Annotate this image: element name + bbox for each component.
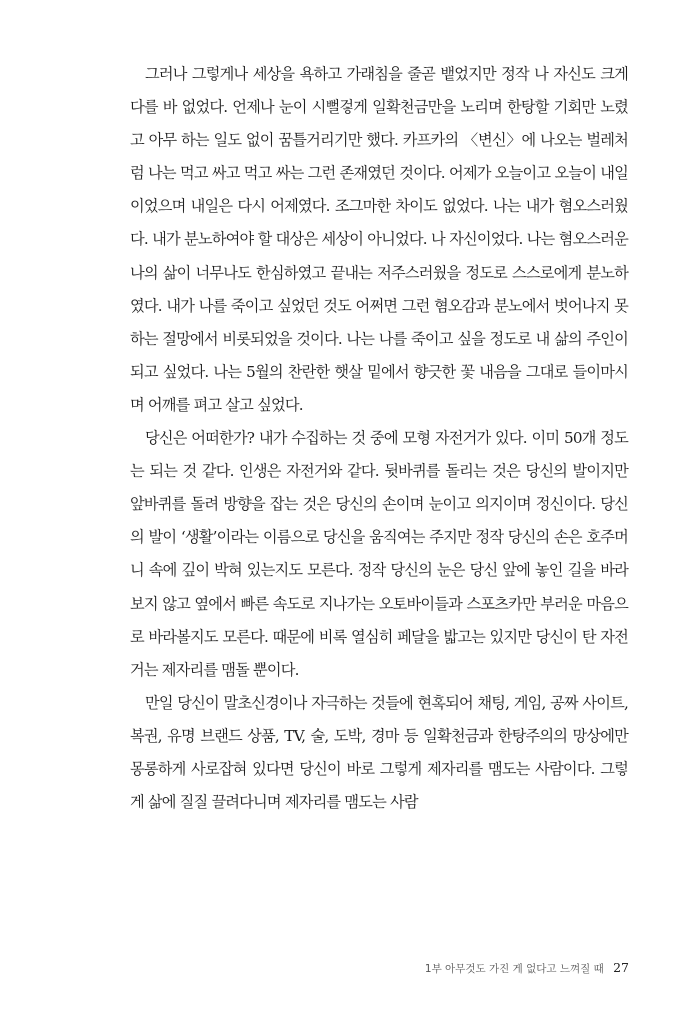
paragraph: 만일 당신이 말초신경이나 자극하는 것들에 현혹되어 채팅, 게임, 공짜 사이트, 복권, 유명 브랜드 상품, TV, 술, 도박, 경마 등 일확천금과 한탕주의의 망상에만 몽롱하게 사로잡혀 있다면 당신이 바로 그렇게 제자리를 맴도는 사람이다. 그렇게 삶에 질질 끌려다니며 제자리를 맴도는 사람 <box>130 693 628 812</box>
paragraph: 당신은 어떠한가? 내가 수집하는 것 중에 모형 자전거가 있다. 이미 50개 정도는 되는 것 같다. 인생은 자전거와 같다. 뒷바퀴를 돌리는 것은 당신의 발이지만 앞바퀴를 돌려 방향을 잡는 것은 당신의 손이며 눈이고 의지이며 정신이다. 당신의 발이 ‘생활’이라는 이름으로 당신을 움직여는 주지만 정작 당신의 손은 호주머니 속에 깊이 박혀 있는지도 모른다. 정작 당신의 눈은 당신 앞에 놓인 길을 바라보지 않고 옆에서 빠른 속도로 지나가는 오토바이들과 스포츠카만 부러운 마음으로 바라볼지도 모른다. 때문에 비록 열심히 페달을 밟고는 있지만 당신이 탄 자전거는 제자리를 맴돌 뿐이다. <box>130 429 628 679</box>
paragraph: 그러나 그렇게나 세상을 욕하고 가래침을 줄곧 뱉었지만 정작 나 자신도 크게 다를 바 없었다. 언제나 눈이 시뻘겋게 일확천금만을 노리며 한탕할 기회만 노렸고 아무 하는 일도 없이 꿈틀거리기만 했다. 카프카의 〈변신〉에 나오는 벌레처럼 나는 먹고 싸고 먹고 싸는 그런 존재였던 것이다. 어제가 오늘이고 오늘이 내일이었으며 내일은 다시 어제였다. 조그마한 차이도 없었다. 나는 내가 혐오스러웠다. 내가 분노하여야 할 대상은 세상이 아니었다. 나 자신이었다. 나는 혐오스러운 나의 삶이 너무나도 한심하였고 끝내는 저주스러웠을 정도로 스스로에게 분노하였다. 내가 나를 죽이고 싶었던 것도 어쩌면 그런 혐오감과 분노에서 벗어나지 못하는 절망에서 비롯되었을 것이다. 나는 나를 죽이고 싶을 정도로 내 삶의 주인이 되고 싶었다. 나는 5월의 찬란한 햇살 밑에서 향긋한 꽃 내음을 그대로 들이마시며 어깨를 펴고 살고 싶었다. <box>130 65 628 414</box>
running-title: 1부 아무것도 가진 게 없다고 느껴질 때 <box>424 963 604 975</box>
body-text <box>130 58 628 819</box>
page-footer <box>425 960 629 976</box>
page-number: 27 <box>613 960 629 975</box>
